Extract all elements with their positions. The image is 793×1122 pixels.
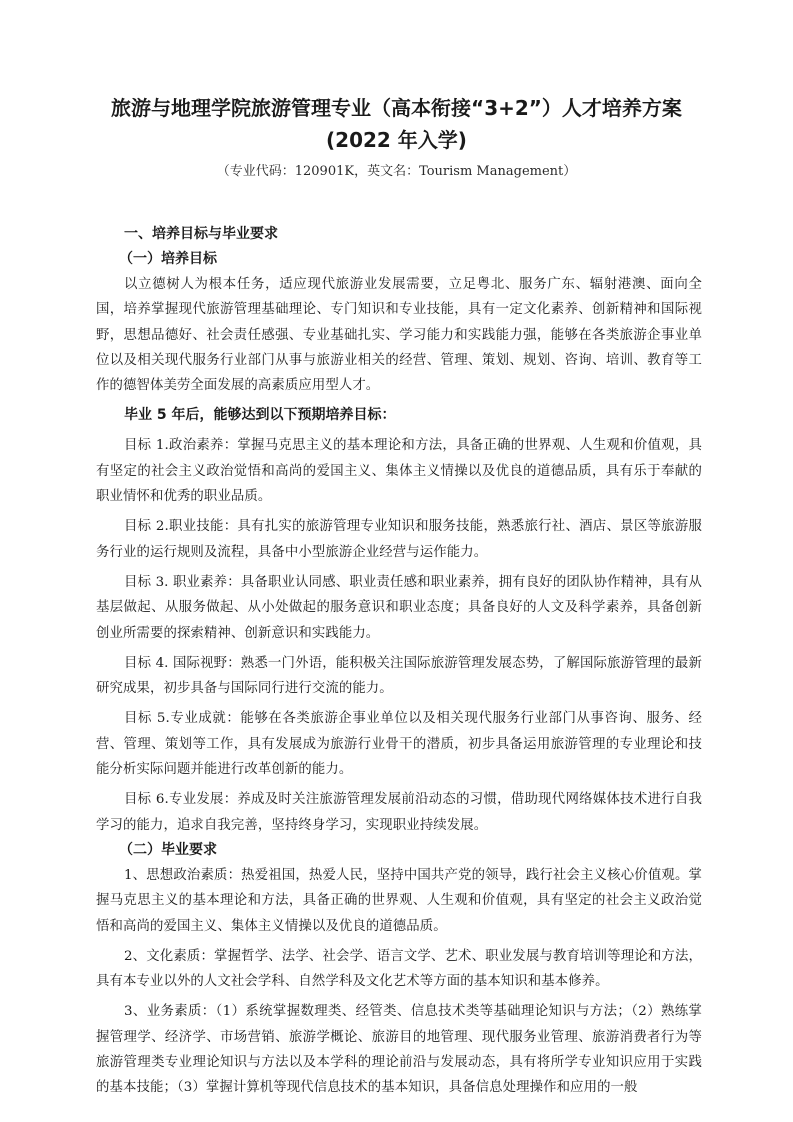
section-heading-1: 一、培养目标与毕业要求 — [124, 226, 278, 242]
target-paragraph: 目标 6.专业发展：养成及时关注旅游管理发展前沿动态的习惯，借助现代网络媒体技术进行自我学习的能力，追求自我完善，坚持终身学习，实现职业持续发展。 — [96, 792, 702, 833]
document-subtitle: （专业代码：120901K，英文名：Tourism Management） — [216, 164, 577, 179]
subsection-heading-requirements: （二）毕业要求 — [119, 841, 217, 858]
document-body — [96, 222, 702, 1101]
goal-paragraph: 以立德树人为根本任务，适应现代旅游业发展需要，立足粤北、服务广东、辐射港澳、面向全国，培养掌握现代旅游管理基础理论、专门知识和专业技能，具有一定文化素养、创新精神和国际视野，思想品德好、社会责任感强、专业基础扎实、学习能力和实践能力强，能够在各类旅游企事业单位以及相关现代服务行业部门从事与旅游业相关的经营、管理、策划、规划、咨询、培训、教育等工作的德智体美劳全面发展的高素质应用型人才。 — [96, 277, 702, 394]
target-paragraph: 目标 4. 国际视野：熟悉一门外语，能积极关注国际旅游管理发展态势，了解国际旅游管理的最新研究成果，初步具备与国际同行进行交流的能力。 — [96, 655, 702, 697]
requirement-paragraph: 1、思想政治素质：热爱祖国，热爱人民，坚持中国共产党的领导，践行社会主义核心价值观。掌握马克思主义的基本理论和方法，具备正确的世界观、人生观和价值观，具有坚定的社会主义政治觉悟和高尚的爱国主义、集体主义情操以及优良的道德品质。 — [96, 867, 702, 934]
target-paragraph: 目标 2.职业技能：具有扎实的旅游管理专业知识和服务技能，熟悉旅行社、酒店、景区等旅游服务行业的运行规则及流程，具备中小型旅游企业经营与运作能力。 — [96, 519, 702, 560]
requirement-paragraph: 3、业务素质：（1）系统掌握数理类、经管类、信息技术类等基础理论知识与方法；（2）熟练掌握管理学、经济学、市场营销、旅游学概论、旅游目的地管理、现代服务业管理、旅游消费者行为等旅游管理类专业理论知识与方法以及本学科的理论前沿与发展动态，具有将所学专业知识应用于实践的基本技能；（3）掌握计算机等现代信息技术的基本知识，具备信息处理操作和应用的一般 — [96, 1004, 702, 1096]
requirement-paragraph: 2、文化素质：掌握哲学、法学、社会学、语言文学、艺术、职业发展与教育培训等理论和方法，具有本专业以外的人文社会学科、自然学科及文化艺术等方面的基本知识和基本修养。 — [96, 948, 702, 990]
subsection-heading-goals: （一）培养目标 — [119, 251, 217, 267]
target-paragraph: 目标 5.专业成就：能够在各类旅游企事业单位以及相关现代服务行业部门从事咨询、服务、经营、管理、策划等工作，具有发展成为旅游行业骨干的潜质，初步具备运用旅游管理的专业理论和技能分析实际问题并能进行改革创新的能力。 — [96, 711, 702, 778]
document-title-year: (2022 年入学) — [326, 128, 467, 152]
document-title: 旅游与地理学院旅游管理专业（高本衔接“3+2”）人才培养方案 — [111, 96, 682, 120]
target-paragraph: 目标 1.政治素养：掌握马克思主义的基本理论和方法，具备正确的世界观、人生观和价值观，具有坚定的社会主义政治觉悟和高尚的爱国主义、集体主义情操以及优良的道德品质，具有乐于奉献的职业情怀和优秀的职业品质。 — [96, 438, 702, 505]
five-year-heading: 毕业 5 年后，能够达到以下预期培养目标： — [124, 407, 396, 424]
target-paragraph: 目标 3. 职业素养：具备职业认同感、职业责任感和职业素养，拥有良好的团队协作精神，具有从基层做起、从服务做起、从小处做起的服务意识和职业态度；具备良好的人文及科学素养，具备创新创业所需要的探索精神、创新意识和实践能力。 — [96, 574, 702, 641]
